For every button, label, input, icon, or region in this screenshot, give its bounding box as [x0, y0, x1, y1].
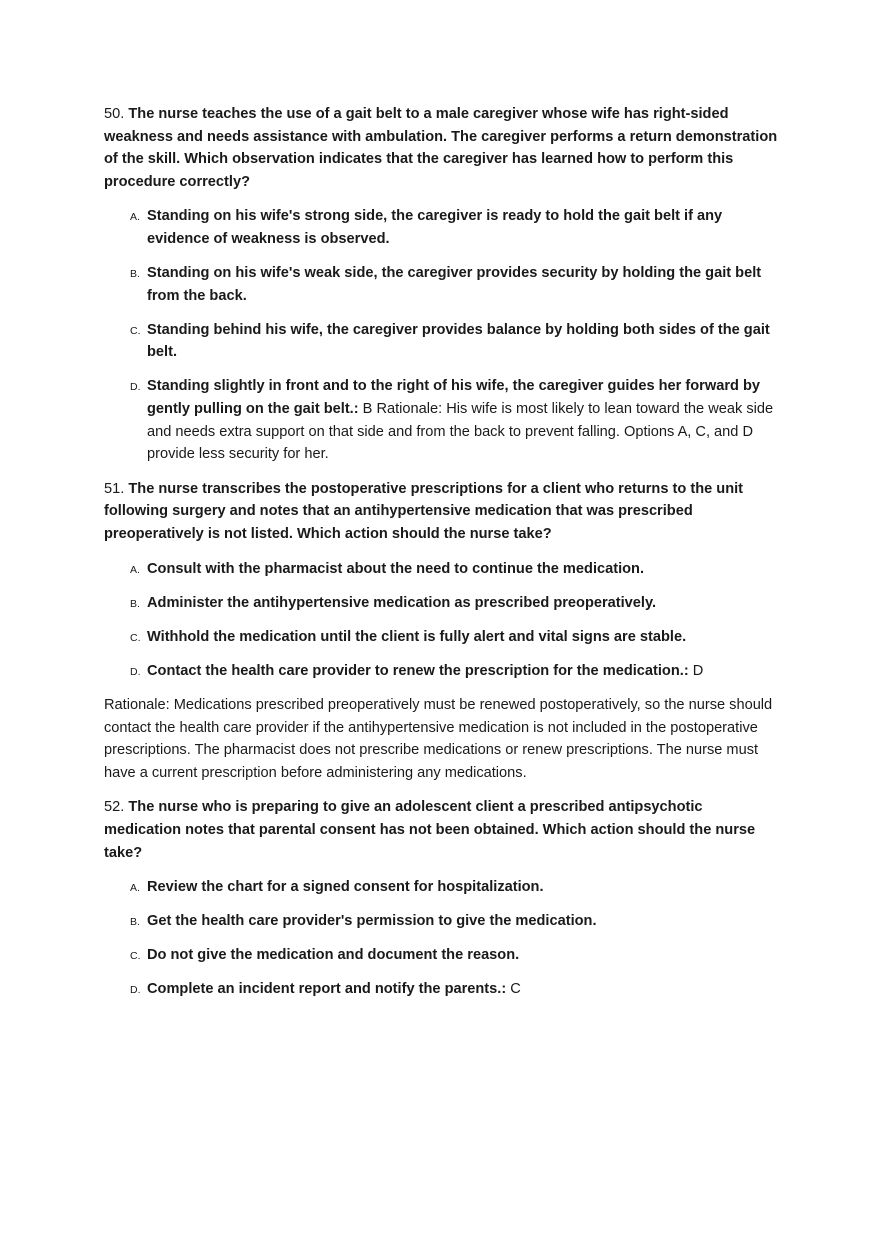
answer-rationale: B Rationale: His wife is most likely to lean toward the weak side and needs extra support on that side and from the back to prevent falling. Options A, C, and D provide less security for her. [147, 401, 774, 463]
options-list [104, 205, 780, 465]
question-stem: 51. The nurse transcribes the postoperative prescriptions for a client who returns to the unit following surgery and notes that an antihypertensive medication that was prescribed preoperatively is not listed. Which action should the nurse take? [104, 480, 744, 542]
question-51 [104, 478, 780, 785]
document-page [104, 103, 780, 1013]
option-a: A. Consult with the pharmacist about the need to continue the medication. [130, 560, 645, 577]
option-d: D. Complete an incident report and notify the parents.: C [130, 981, 521, 998]
option-d: D. Standing slightly in front and to the right of his wife, the caregiver guides her forward by gently pulling on the gait belt.: B Rationale: His wife is most likely to lean toward the weak side and needs extra support on that side and from the back to prevent falling. Options A, C, and D provide less security for her. [130, 378, 774, 463]
question-stem: 50. The nurse teaches the use of a gait belt to a male caregiver whose wife has right-sided weakness and needs assistance with ambulation. The caregiver performs a return demonstration of the skill. Which observation indicates that the caregiver has learned how to perform this procedure correctly? [104, 106, 778, 190]
options-list [104, 558, 780, 683]
answer: C [506, 981, 521, 998]
rationale: Rationale: Medications prescribed preoperatively must be renewed postoperatively, so the nurse should contact the health care provider if the antihypertensive medication is not included in the postoperative prescriptions. The pharmacist does not prescribe medications or renew prescriptions. The nurse must have a current prescription before administering any medications. [104, 696, 773, 781]
option-b: B. Standing on his wife's weak side, the caregiver provides security by holding the gait belt from the back. [130, 265, 762, 304]
question-stem: 52. The nurse who is preparing to give an adolescent client a prescribed antipsychotic medication notes that parental consent has not been obtained. Which action should the nurse take? [104, 799, 756, 861]
question-50 [104, 103, 780, 466]
answer: D [688, 662, 704, 679]
option-a: A. Review the chart for a signed consent for hospitalization. [130, 879, 544, 896]
option-b: B. Get the health care provider's permission to give the medication. [130, 913, 597, 930]
option-c: C. Standing behind his wife, the caregiver provides balance by holding both sides of the gait belt. [130, 321, 770, 361]
options-list [104, 876, 780, 1001]
question-52 [104, 796, 780, 1001]
option-a: A. Standing on his wife's strong side, the caregiver is ready to hold the gait belt if any evidence of weakness is observed. [130, 208, 723, 247]
option-c: C. Withhold the medication until the client is fully alert and vital signs are stable. [130, 628, 687, 645]
option-d: D. Contact the health care provider to renew the prescription for the medication.: D [130, 662, 704, 679]
option-b: B. Administer the antihypertensive medication as prescribed preoperatively. [130, 594, 657, 611]
option-c: C. Do not give the medication and document the reason. [130, 947, 520, 964]
